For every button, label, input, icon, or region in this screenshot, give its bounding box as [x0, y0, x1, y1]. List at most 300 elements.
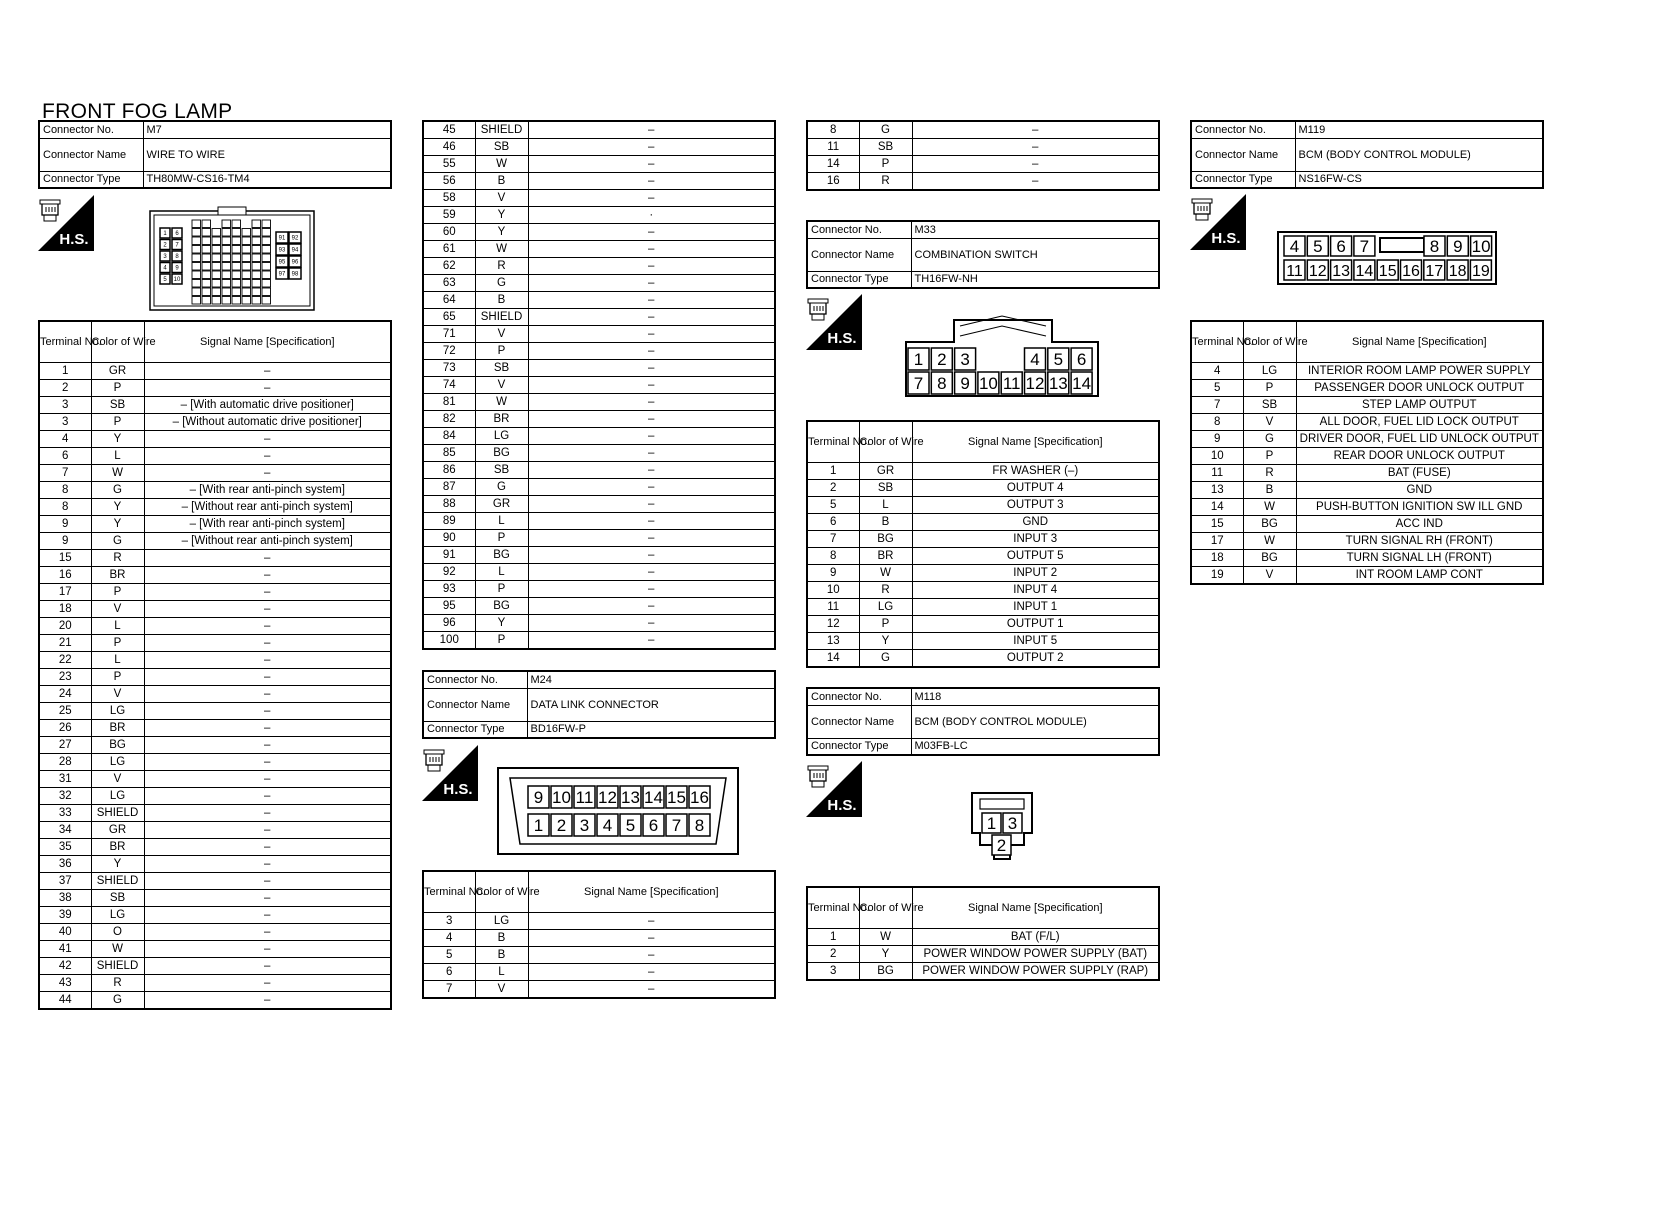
table-row: [807, 156, 1159, 173]
signal-name-cell: –: [144, 380, 391, 397]
pin-label: 11: [1286, 262, 1303, 280]
connector-type-label: Connector Type: [423, 721, 527, 738]
signal-name-cell: –: [144, 635, 391, 652]
signal-name-cell: –: [528, 377, 775, 394]
pin-cell: [212, 263, 221, 271]
pin-cell: [252, 263, 261, 271]
pin-label: 6: [1336, 237, 1346, 257]
pin-cell: [252, 220, 261, 228]
terminal-no-cell: 21: [39, 635, 91, 652]
terminal-no-cell: 31: [39, 771, 91, 788]
wire-color-cell: O: [91, 924, 144, 941]
pin-label: 2: [556, 816, 567, 836]
signal-name-cell: – [Without automatic drive positioner]: [144, 414, 391, 431]
signal-name-cell: –: [528, 632, 775, 650]
signal-name-cell: PUSH-BUTTON IGNITION SW ILL GND: [1296, 499, 1543, 516]
signal-name-cell: –: [144, 652, 391, 669]
terminal-no-cell: 90: [423, 530, 475, 547]
wire-color-cell: G: [859, 650, 912, 668]
m118-terminal-table: [806, 886, 1160, 981]
wire-color-cell: SHIELD: [475, 121, 528, 139]
terminal-no-cell: 9: [39, 533, 91, 550]
terminal-no-cell: 64: [423, 292, 475, 309]
table-row: [1191, 397, 1543, 414]
signal-name-cell: –: [144, 907, 391, 924]
wire-color-cell: G: [91, 992, 144, 1010]
pin-cell: [212, 297, 221, 305]
m7-terminal-table-continued: [422, 120, 776, 650]
table-row: [39, 958, 391, 975]
table-row: [39, 839, 391, 856]
pin-label: 93: [278, 247, 286, 254]
table-row: [807, 548, 1159, 565]
terminal-no-cell: 8: [1191, 414, 1243, 431]
terminal-no-cell: 36: [39, 856, 91, 873]
signal-name-cell: –: [528, 275, 775, 292]
color-of-wire-header: Color of Wire: [859, 887, 912, 929]
wire-color-cell: Y: [91, 856, 144, 873]
table-row: [39, 584, 391, 601]
color-of-wire-header: Color of Wire: [1243, 321, 1296, 363]
wire-color-cell: P: [1243, 380, 1296, 397]
pin-label: 13: [1332, 262, 1350, 280]
m118-connector-face: [970, 791, 1034, 863]
pin-label: 12: [1308, 262, 1327, 280]
table-row: [807, 497, 1159, 514]
table-row: [39, 482, 391, 499]
signal-name-cell: –: [528, 496, 775, 513]
wire-color-cell: GR: [859, 463, 912, 480]
pin-label: 2: [163, 242, 167, 249]
signal-name-cell: –: [528, 964, 775, 981]
wire-color-cell: SHIELD: [91, 805, 144, 822]
wire-color-cell: BG: [475, 445, 528, 462]
wire-color-cell: BR: [475, 411, 528, 428]
signal-name-cell: –: [144, 873, 391, 890]
wire-color-cell: G: [1243, 431, 1296, 448]
hs-icon: [1190, 194, 1246, 250]
pin-cell: [202, 297, 211, 305]
pin-label: 17: [1425, 262, 1444, 280]
pin-cell: [202, 271, 211, 279]
pin-label: 6: [1076, 350, 1087, 370]
wire-color-cell: V: [91, 771, 144, 788]
pin-label: 7: [671, 816, 682, 836]
connector-name-label: Connector Name: [1191, 138, 1295, 171]
pin-label: 11: [575, 788, 594, 808]
pin-cell: [262, 237, 271, 245]
m118-header-table: [806, 687, 1160, 756]
pin-label: 5: [1053, 350, 1064, 370]
signal-name-cell: –: [144, 618, 391, 635]
terminal-no-cell: 56: [423, 173, 475, 190]
table-row: [807, 173, 1159, 191]
pin-label: 8: [1429, 237, 1440, 257]
wire-color-cell: V: [475, 377, 528, 394]
wire-color-cell: W: [1243, 499, 1296, 516]
terminal-no-cell: 16: [39, 567, 91, 584]
pin-label: 15: [1378, 262, 1397, 280]
signal-name-cell: OUTPUT 3: [912, 497, 1159, 514]
signal-name-cell: –: [144, 448, 391, 465]
pin-cell: [222, 229, 231, 237]
table-row: [39, 992, 391, 1010]
connector-no-value: M119: [1295, 121, 1543, 138]
pin-cell: [232, 246, 241, 254]
pin-cell: [222, 271, 231, 279]
signal-name-cell: –: [528, 224, 775, 241]
hs-icon: [806, 294, 862, 350]
pin-label: 7: [1359, 237, 1370, 257]
wire-color-cell: BG: [1243, 516, 1296, 533]
terminal-no-cell: 92: [423, 564, 475, 581]
connector-name-value: WIRE TO WIRE: [143, 138, 391, 171]
signal-name-cell: –: [144, 788, 391, 805]
pin-cell: [192, 288, 201, 296]
wire-color-cell: LG: [475, 428, 528, 445]
wire-color-cell: W: [91, 941, 144, 958]
pin-label: 9: [1453, 237, 1463, 257]
pin-cell: [232, 288, 241, 296]
signal-name-cell: INPUT 3: [912, 531, 1159, 548]
connector-type-label: Connector Type: [807, 738, 911, 755]
wire-color-cell: P: [475, 343, 528, 360]
wire-color-cell: G: [91, 482, 144, 499]
table-row: [423, 564, 775, 581]
pin-label: 18: [1448, 262, 1467, 280]
signal-name-cell: OUTPUT 5: [912, 548, 1159, 565]
terminal-no-cell: 10: [807, 582, 859, 599]
signal-name-cell: –: [528, 462, 775, 479]
terminal-no-cell: 6: [807, 514, 859, 531]
pin-cell: [192, 229, 201, 237]
wire-color-cell: W: [475, 156, 528, 173]
pin-cell: [242, 229, 251, 237]
connector-type-label: Connector Type: [807, 271, 911, 288]
signal-name-cell: –: [528, 981, 775, 999]
m119-header-table: [1190, 120, 1544, 189]
terminal-no-cell: 17: [1191, 533, 1243, 550]
wire-color-cell: SB: [475, 360, 528, 377]
hs-badge: [422, 745, 478, 801]
wire-color-cell: G: [475, 275, 528, 292]
pin-label: 95: [278, 259, 286, 266]
terminal-no-cell: 95: [423, 598, 475, 615]
pin-cell: [212, 237, 221, 245]
wire-color-cell: W: [475, 394, 528, 411]
wire-color-cell: SB: [475, 139, 528, 156]
pin-label: 7: [913, 374, 924, 394]
table-row: [423, 121, 775, 139]
terminal-no-cell: 81: [423, 394, 475, 411]
m7-terminal-table: [38, 320, 392, 1010]
terminal-no-header: Terminal No.: [1191, 321, 1243, 363]
connector-no-value: M33: [911, 221, 1159, 238]
wire-color-cell: SB: [859, 139, 912, 156]
pin-cell: [192, 297, 201, 305]
terminal-no-cell: 5: [1191, 380, 1243, 397]
terminal-no-cell: 2: [807, 946, 859, 963]
table-row: [807, 599, 1159, 616]
signal-name-cell: GND: [912, 514, 1159, 531]
table-row: [423, 930, 775, 947]
wire-color-cell: W: [475, 241, 528, 258]
terminal-no-cell: 6: [39, 448, 91, 465]
pin-cell: [252, 237, 261, 245]
wire-color-cell: W: [1243, 533, 1296, 550]
connector-type-value: TH16FW-NH: [911, 271, 1159, 288]
table-row: [39, 533, 391, 550]
terminal-no-cell: 16: [807, 173, 859, 191]
table-row: [423, 513, 775, 530]
pin-cell: [192, 254, 201, 262]
table-row: [807, 963, 1159, 981]
pin-label: 6: [175, 231, 179, 238]
terminal-no-cell: 85: [423, 445, 475, 462]
table-row: [39, 822, 391, 839]
signal-name-cell: STEP LAMP OUTPUT: [1296, 397, 1543, 414]
pin-label: 14: [644, 788, 663, 808]
terminal-no-cell: 5: [807, 497, 859, 514]
pin-cell: [232, 271, 241, 279]
pin-label: 3: [163, 254, 167, 261]
table-row: [423, 139, 775, 156]
terminal-no-cell: 4: [423, 930, 475, 947]
connector-name-value: BCM (BODY CONTROL MODULE): [911, 705, 1159, 738]
wire-color-cell: V: [91, 686, 144, 703]
signal-name-cell: –: [912, 156, 1159, 173]
wire-color-cell: BG: [91, 737, 144, 754]
table-row: [423, 615, 775, 632]
table-row: [39, 499, 391, 516]
signal-name-cell: GND: [1296, 482, 1543, 499]
signal-name-cell: –: [144, 856, 391, 873]
connector-type-label: Connector Type: [1191, 171, 1295, 188]
table-row: [423, 343, 775, 360]
hs-badge: [806, 761, 862, 817]
connector-no-label: Connector No.: [807, 688, 911, 705]
table-row: [423, 292, 775, 309]
pin-cell: [212, 229, 221, 237]
signal-name-cell: –: [528, 343, 775, 360]
terminal-no-cell: 74: [423, 377, 475, 394]
table-row: [39, 754, 391, 771]
terminal-no-cell: 9: [807, 565, 859, 582]
table-row: [423, 598, 775, 615]
wire-color-cell: Y: [475, 207, 528, 224]
signal-name-header: Signal Name [Specification]: [1296, 321, 1543, 363]
pin-cell: [202, 288, 211, 296]
wire-color-cell: V: [475, 981, 528, 999]
terminal-no-cell: 3: [39, 397, 91, 414]
table-row: [39, 975, 391, 992]
pin-label: 16: [690, 788, 709, 808]
wire-color-cell: LG: [91, 703, 144, 720]
connector-no-value: M24: [527, 671, 775, 688]
signal-name-cell: –: [144, 958, 391, 975]
connector-no-label: Connector No.: [423, 671, 527, 688]
signal-name-cell: –: [528, 241, 775, 258]
pin-cell: [202, 246, 211, 254]
connector-no-value: M7: [143, 121, 391, 138]
terminal-no-cell: 4: [1191, 363, 1243, 380]
wire-color-cell: V: [1243, 567, 1296, 585]
pin-cell: [252, 246, 261, 254]
terminal-no-cell: 13: [807, 633, 859, 650]
signal-name-cell: –: [144, 941, 391, 958]
terminal-no-cell: 88: [423, 496, 475, 513]
table-row: [39, 414, 391, 431]
signal-name-cell: –: [528, 581, 775, 598]
signal-name-cell: –: [528, 445, 775, 462]
wire-color-cell: SB: [91, 890, 144, 907]
pin-label: 3: [960, 350, 970, 370]
terminal-no-cell: 60: [423, 224, 475, 241]
table-row: [39, 618, 391, 635]
table-row: [423, 275, 775, 292]
signal-name-cell: DRIVER DOOR, FUEL LID UNLOCK OUTPUT: [1296, 431, 1543, 448]
wire-color-cell: P: [91, 380, 144, 397]
m24-terminal-table: [422, 870, 776, 999]
connector-type-value: TH80MW-CS16-TM4: [143, 171, 391, 188]
table-row: [1191, 363, 1543, 380]
table-row: [807, 139, 1159, 156]
signal-name-cell: –: [144, 584, 391, 601]
wire-color-cell: LG: [91, 907, 144, 924]
terminal-no-cell: 33: [39, 805, 91, 822]
color-of-wire-header: Color of Wire: [859, 421, 912, 463]
terminal-no-cell: 7: [39, 465, 91, 482]
table-row: [39, 941, 391, 958]
pin-cell: [222, 263, 231, 271]
wire-color-cell: L: [91, 618, 144, 635]
terminal-no-cell: 100: [423, 632, 475, 650]
signal-name-cell: –: [144, 771, 391, 788]
hs-label: H.S.: [827, 797, 857, 814]
terminal-no-cell: 24: [39, 686, 91, 703]
table-row: [1191, 567, 1543, 585]
signal-name-cell: –: [144, 703, 391, 720]
pin-cell: [212, 254, 221, 262]
terminal-no-cell: 11: [1191, 465, 1243, 482]
table-row: [807, 582, 1159, 599]
wire-color-cell: Y: [475, 615, 528, 632]
terminal-no-cell: 86: [423, 462, 475, 479]
hs-label: H.S.: [827, 330, 857, 347]
signal-name-cell: –: [528, 394, 775, 411]
pin-cell: [212, 280, 221, 288]
hs-badge: [806, 294, 862, 350]
hs-icon: [806, 761, 862, 817]
signal-name-cell: INPUT 4: [912, 582, 1159, 599]
wire-color-cell: Y: [859, 633, 912, 650]
wire-color-cell: SB: [859, 480, 912, 497]
pin-cell: [192, 271, 201, 279]
pin-label: 8: [694, 816, 705, 836]
terminal-no-cell: 61: [423, 241, 475, 258]
wire-color-cell: V: [475, 190, 528, 207]
table-row: [1191, 380, 1543, 397]
table-row: [39, 720, 391, 737]
table-row: [423, 964, 775, 981]
signal-name-cell: FR WASHER (–): [912, 463, 1159, 480]
hs-icon: [422, 745, 478, 801]
table-row: [39, 448, 391, 465]
table-row: [423, 981, 775, 999]
signal-name-cell: –: [144, 924, 391, 941]
wire-color-cell: V: [1243, 414, 1296, 431]
terminal-no-header: Terminal No.: [807, 421, 859, 463]
table-row: [423, 947, 775, 964]
terminal-no-cell: 32: [39, 788, 91, 805]
wire-color-cell: R: [859, 173, 912, 191]
pre-terminal-table: [806, 120, 1160, 191]
wire-color-cell: BG: [859, 531, 912, 548]
wire-color-cell: BR: [859, 548, 912, 565]
terminal-no-cell: 18: [39, 601, 91, 618]
table-row: [423, 241, 775, 258]
table-row: [39, 737, 391, 754]
signal-name-header: Signal Name [Specification]: [912, 421, 1159, 463]
pin-label: 9: [175, 265, 179, 272]
terminal-no-cell: 8: [39, 482, 91, 499]
m7-connector-face: [148, 206, 316, 312]
connector-name-label: Connector Name: [423, 688, 527, 721]
pin-cell: [242, 254, 251, 262]
pin-cell: [232, 297, 241, 305]
terminal-no-cell: 63: [423, 275, 475, 292]
connector-name-value: BCM (BODY CONTROL MODULE): [1295, 138, 1543, 171]
signal-name-cell: –: [528, 173, 775, 190]
signal-name-cell: –: [528, 913, 775, 930]
pin-label: 10: [1471, 237, 1491, 257]
key-slot: [1380, 238, 1424, 252]
terminal-no-cell: 8: [807, 548, 859, 565]
connector-name-label: Connector Name: [807, 238, 911, 271]
connector-no-value: M118: [911, 688, 1159, 705]
wire-color-cell: Y: [475, 224, 528, 241]
signal-name-cell: BAT (FUSE): [1296, 465, 1543, 482]
signal-name-cell: INTERIOR ROOM LAMP POWER SUPPLY: [1296, 363, 1543, 380]
table-row: [423, 496, 775, 513]
table-row: [423, 547, 775, 564]
wire-color-cell: BG: [475, 547, 528, 564]
pin-cell: [242, 246, 251, 254]
terminal-no-cell: 23: [39, 669, 91, 686]
wire-color-cell: B: [1243, 482, 1296, 499]
pin-cell: [232, 280, 241, 288]
pin-cell: [262, 263, 271, 271]
pin-cell: [192, 246, 201, 254]
terminal-no-cell: 18: [1191, 550, 1243, 567]
terminal-no-cell: 59: [423, 207, 475, 224]
terminal-no-cell: 87: [423, 479, 475, 496]
terminal-no-cell: 8: [807, 121, 859, 139]
terminal-no-cell: 43: [39, 975, 91, 992]
pin-label: 12: [598, 788, 617, 808]
wire-color-cell: L: [475, 564, 528, 581]
pin-label: 3: [1007, 814, 1018, 834]
pin-cell: [242, 280, 251, 288]
wire-color-cell: L: [475, 964, 528, 981]
pin-cell: [222, 297, 231, 305]
connector-type-label: Connector Type: [39, 171, 143, 188]
table-row: [807, 633, 1159, 650]
terminal-no-cell: 40: [39, 924, 91, 941]
table-row: [1191, 533, 1543, 550]
terminal-no-cell: 65: [423, 309, 475, 326]
pin-cell: [212, 288, 221, 296]
